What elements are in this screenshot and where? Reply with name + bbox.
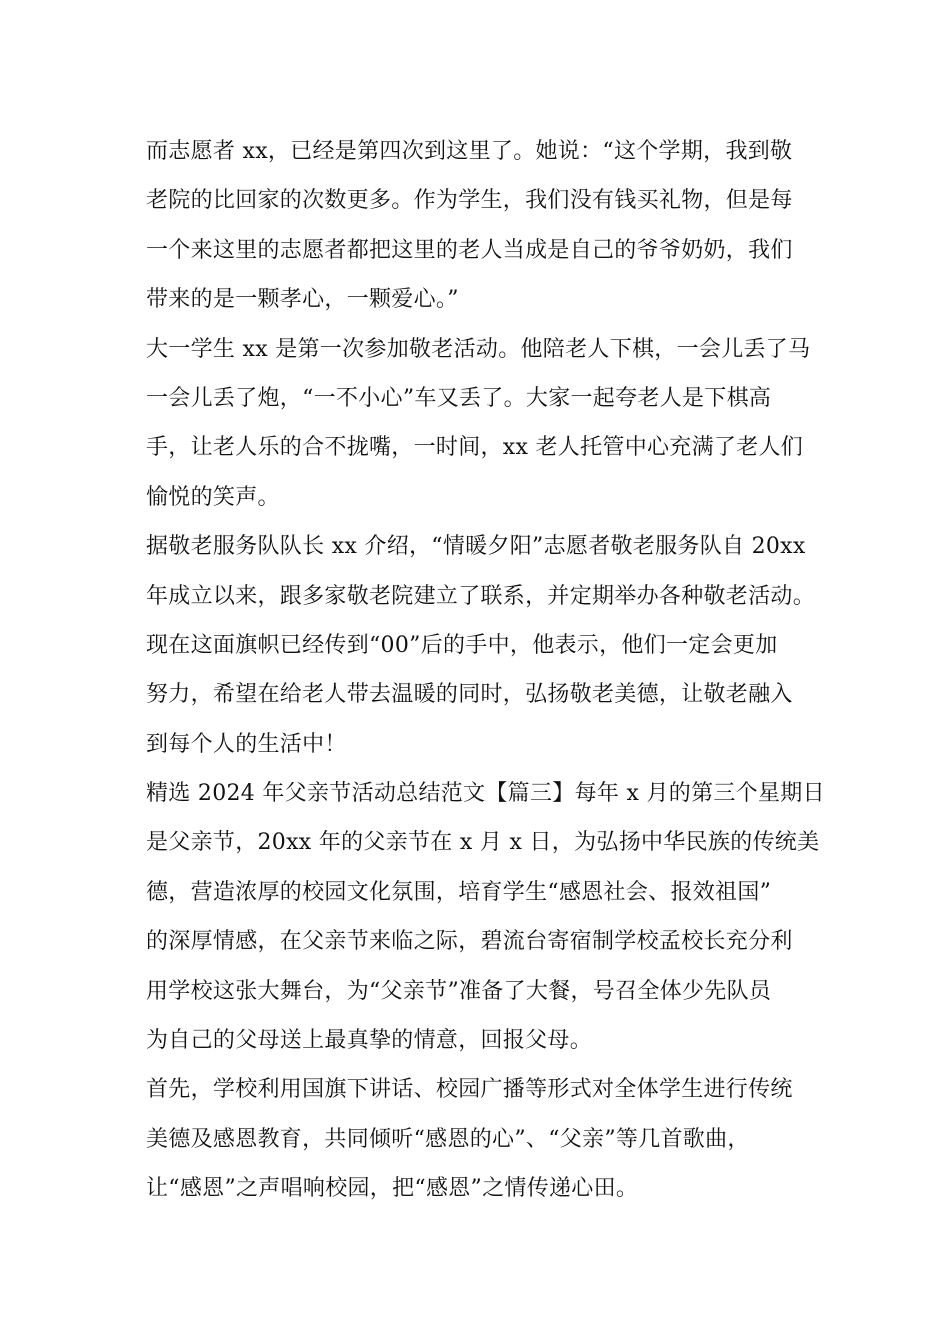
text-line: 带来的是一颗孝心，一颗爱心。” (146, 287, 459, 313)
text-line: 据敬老服务队队长 xx 介绍，“情暖夕阳”志愿者敬老服务队自 20xx (146, 534, 806, 560)
text-line: 让“感恩”之声唱响校园，把“感恩”之情传递心田。 (146, 1176, 639, 1202)
text-line: 用学校这张大舞台，为“父亲节”准备了大餐，号召全体少先队员 (146, 978, 772, 1004)
text-line: 德，营造浓厚的校园文化氛围，培育学生“感恩社会、报效祖国” (146, 879, 772, 905)
text-line: 一会儿丢了炮，“一不小心”车又丢了。大家一起夸老人是下棋高 (146, 385, 772, 411)
text-line: 为自己的父母送上最真挚的情意，回报父母。 (146, 1028, 593, 1054)
text-line: 老院的比回家的次数更多。作为学生，我们没有钱买礼物，但是每 (146, 188, 793, 214)
text-line: 精选 2024 年父亲节活动总结范文【篇三】每年 x 月的第三个星期日 (146, 781, 825, 807)
text-line: 首先，学校利用国旗下讲话、校园广播等形式对全体学生进行传统 (146, 1077, 793, 1103)
text-line: 努力，希望在给老人带去温暖的同时，弘扬敬老美德，让敬老融入 (146, 682, 793, 708)
document-body (146, 132, 826, 1219)
text-line: 一个来这里的志愿者都把这里的老人当成是自己的爷爷奶奶，我们 (146, 237, 793, 263)
text-line: 愉悦的笑声。 (146, 484, 280, 510)
text-line: 年成立以来，跟多家敬老院建立了联系，并定期举办各种敬老活动。 (146, 583, 816, 609)
text-line: 大一学生 xx 是第一次参加敬老活动。他陪老人下棋，一会儿丢了马 (146, 336, 811, 362)
text-line: 手，让老人乐的合不拢嘴，一时间，xx 老人托管中心充满了老人们 (146, 435, 804, 461)
text-line: 而志愿者 xx，已经是第四次到这里了。她说：“这个学期，我到敬 (146, 139, 793, 164)
text-line: 到每个人的生活中！ (146, 731, 347, 757)
text-line: 的深厚情感，在父亲节来临之际，碧流台寄宿制学校孟校长充分利 (146, 929, 793, 955)
text-line: 是父亲节，20xx 年的父亲节在 x 月 x 日，为弘扬中华民族的传统美 (146, 830, 820, 856)
text-line: 现在这面旗帜已经传到“00”后的手中，他表示，他们一定会更加 (146, 632, 778, 658)
text-line: 美德及感恩教育，共同倾听“感恩的心”、“父亲”等几首歌曲， (146, 1126, 750, 1152)
